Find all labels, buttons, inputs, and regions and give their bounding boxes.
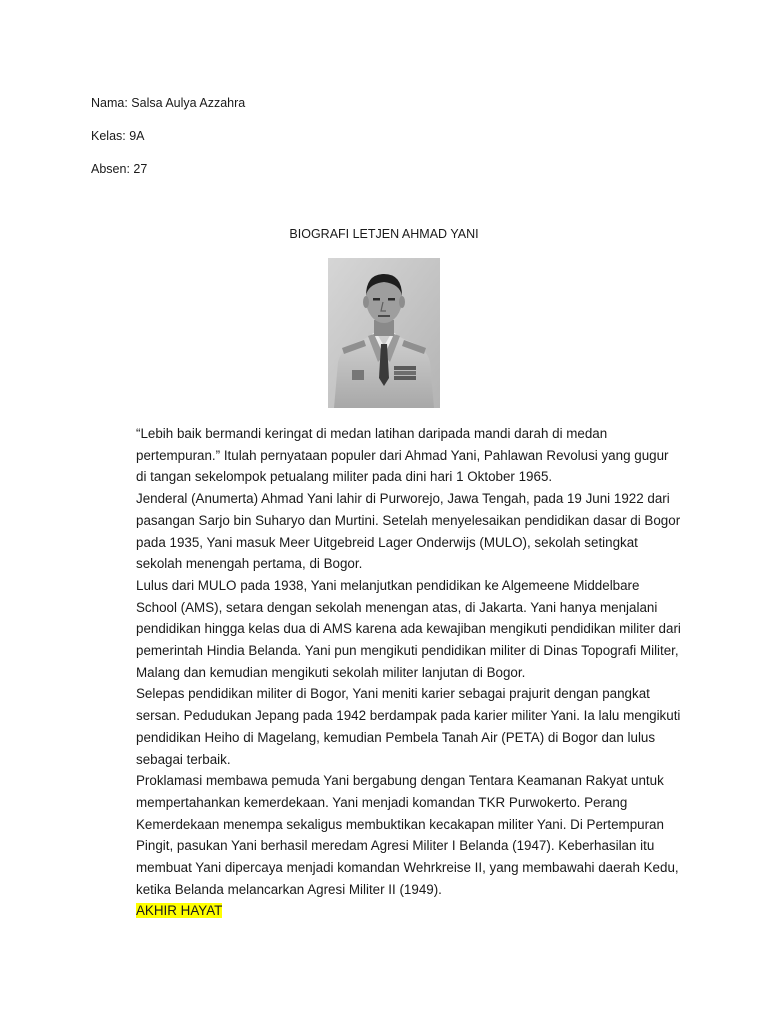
paragraph-military-career: Selepas pendidikan militer di Bogor, Yani meniti karier sebagai prajurit dengan pangkat sersan. Pedudukan Jepang pada 1942 berdampak pada karier militer Yani. Ia lalu mengikuti pendidikan Heiho di Magelang, kemudian Pembela Tanah Air (PETA) di Bogor dan lulus sebagai terbaik. [136, 686, 681, 767]
student-number: Absen: 27 [91, 162, 148, 176]
student-name: Nama: Salsa Aulya Azzahra [91, 96, 246, 110]
section-heading-akhir-hayat [136, 900, 681, 922]
paragraph-independence: Proklamasi membawa pemuda Yani bergabung dengan Tentara Keamanan Rakyat untuk mempertahankan kemerdekaan. Yani menjadi komandan TKR Purwokerto. Perang Kemerdekaan menempa sekaligus membuktikan kecakapan militer Yani. Di Pertempuran Pingit, pasukan Yani berhasil meredam Agresi Militer I Belanda (1947). Keberhasilan itu membuat Yani dipercaya menjadi komandan Wehrkreise II, yang membawahi daerah Kedu, ketika Belanda melancarkan Agresi Militer II (1949). [136, 773, 679, 897]
portrait-photo [328, 258, 440, 408]
highlighted-heading: AKHIR HAYAT [136, 903, 223, 919]
paragraph-intro: “Lebih baik bermandi keringat di medan latihan daripada mandi darah di medan pertempuran.” Itulah pernyataan populer dari Ahmad Yani, Pahlawan Revolusi yang gugur di tangan sekelompok petualang militer pada dini hari 1 Oktober 1965. [136, 426, 669, 485]
student-class: Kelas: 9A [91, 129, 145, 143]
paragraph-education: Lulus dari MULO pada 1938, Yani melanjutkan pendidikan ke Algemeene Middelbare School (AMS), setara dengan sekolah menengan atas, di Jakarta. Yani hanya menjalani pendidikan hingga kelas dua di AMS karena ada kewajiban mengikuti pendidikan militer dari pemerintah Hindia Belanda. Yani pun mengikuti pendidikan militer di Dinas Topografi Militer, Malang dan kemudian mengikuti sekolah militer lanjutan di Bogor. [136, 577, 681, 680]
document-title: BIOGRAFI LETJEN AHMAD YANI [289, 227, 479, 241]
paragraph-birth: Jenderal (Anumerta) Ahmad Yani lahir di Purworejo, Jawa Tengah, pada 19 Juni 1922 dari pasangan Sarjo bin Suharyo dan Murtini. Setelah menyelesaikan pendidikan dasar di Bogor pada 1935, Yani masuk Meer Uitgebreid Lager Onderwijs (MULO), sekolah setingkat sekolah menengah pertama, di Bogor. [136, 491, 681, 572]
biography-body [136, 423, 681, 922]
